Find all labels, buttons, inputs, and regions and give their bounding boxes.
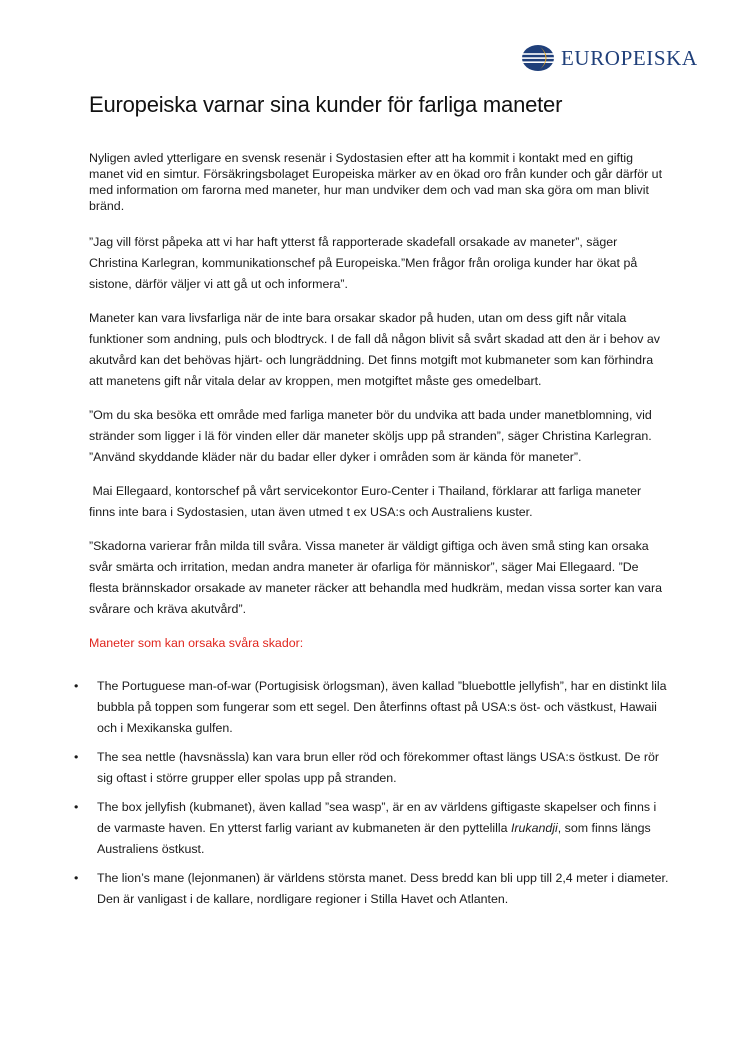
- jellyfish-list: [74, 676, 669, 910]
- brand-name: EUROPEISKA: [561, 45, 698, 70]
- europeiska-logo: [521, 44, 698, 72]
- list-item-text: The sea nettle (havsnässla) kan vara brun eller röd och förekommer oftast längs USA:s östkust. De rör sig oftast i större grupper eller spolas upp på stranden.: [97, 750, 659, 785]
- list-item: [74, 676, 669, 739]
- document-body: [74, 150, 669, 918]
- paragraph-intro: Nyligen avled ytterligare en svensk resenär i Sydostasien efter att ha kommit i kontakt med en giftig manet vid en simtur. Försäkringsbolaget Europeiska märker av en ökad oro från kunder och går därför ut med information om farorna med maneter, hur man undviker dem och vad man ska göra om man blivit bränd.: [89, 151, 663, 213]
- bullet-icon: •: [74, 750, 79, 764]
- paragraph-quote-karlegran: ”Jag vill först påpeka att vi har haft ytterst få rapporterade skadefall orsakade av maneter”, säger Christina Karlegran, kommunikationschef på Europeiska.”Men frågor från oroliga kunder har ökat på sistone, därför väljer vi att gå ut och informera”.: [89, 235, 638, 291]
- paragraph-ellegaard: Mai Ellegaard, kontorschef på vårt servicekontor Euro-Center i Thailand, förklarar att farliga maneter finns inte bara i Sydostasien, utan även utmed t ex USA:s och Australiens kuster.: [89, 484, 645, 519]
- bullet-icon: •: [74, 800, 79, 814]
- paragraph-dangers: Maneter kan vara livsfarliga när de inte bara orsakar skador på huden, utan om dess gift når vitala funktioner som andning, puls och blodtryck. I de fall då någon blivit så svårt skadad att den är i behov av akutvård kan det behövas hjärt- och lungräddning. Det finns motgift mot kubmaneter som kan förhindra att manetens gift når vitala delar av kroppen, men motgiftet måste ges omedelbart.: [89, 311, 660, 388]
- section-heading: Maneter som kan orsaka svåra skador:: [89, 636, 304, 650]
- list-item-italic-term: Irukandji: [510, 821, 558, 835]
- list-item-text: The Portuguese man-of-war (Portugisisk örlogsman), även kallad ”bluebottle jellyfish”, har en distinkt lila bubbla på toppen som fungerar som ett segel. Den återfinns oftast på USA:s öst- och västkust, Hawaii och i Mexikanska gulfen.: [97, 679, 667, 735]
- list-item-text: The lion’s mane (lejonmanen) är världens största manet. Dess bredd kan bli upp till 2,4 meter i diameter. Den är vanligast i de kallare, nordligare regioner i Stilla Havet och Atlanten.: [97, 871, 669, 906]
- list-item-text: The box jellyfish (kubmanet), även kallad ”sea wasp”, är en av världens giftigaste skapelser och finns i de varmaste haven. En ytterst farlig variant av kubmaneten är den pyttelilla: [97, 800, 657, 835]
- bullet-icon: •: [74, 871, 79, 885]
- list-item: [74, 747, 669, 789]
- document-title: Europeiska varnar sina kunder för farliga maneter: [89, 92, 563, 117]
- paragraph-quote-ellegaard: ”Skadorna varierar från milda till svåra. Vissa maneter är väldigt giftiga och även små sting kan orsaka svår smärta och irritation, medan andra maneter är ofarliga för människor”, säger Mai Ellegaard. ”De flesta brännskador orsakade av maneter räcker att behandla med hudkräm, medan vissa sorter kan vara svårare och kräva akutvård”.: [89, 539, 663, 616]
- list-item: [74, 868, 669, 910]
- list-item: [74, 797, 669, 860]
- bullet-icon: •: [74, 679, 79, 693]
- europeiska-emblem-icon: [521, 44, 557, 72]
- paragraph-advice: ”Om du ska besöka ett område med farliga maneter bör du undvika att bada under manetblomning, vid stränder som ligger i lä för vinden eller där maneter sköljs upp på stranden”, säger Christina Karlegran. ”Använd skyddande kläder när du badar eller dyker i områden som är kända för maneter”.: [89, 408, 652, 464]
- list-item-text-end: , som finns längs Australiens östkust.: [97, 821, 651, 856]
